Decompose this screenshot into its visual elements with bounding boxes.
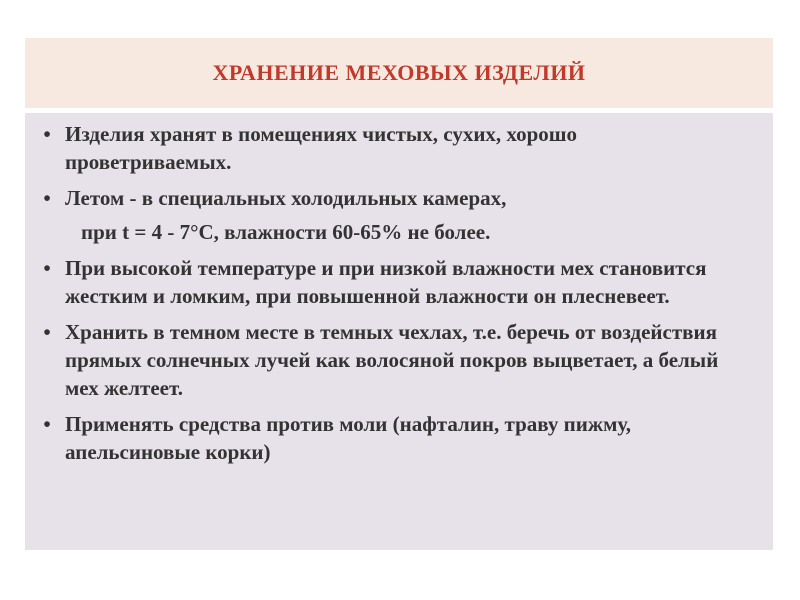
list-item-text: При высокой температуре и при низкой влажности мех становится жестким и ломким, при повышенной влажности он плесневеет. [65,256,707,308]
bullet-icon: • [43,186,51,210]
list-item-text: Применять средства против моли (нафталин, траву пижму, апельсиновые корки) [65,412,632,464]
title-bar [25,38,773,108]
list-item-text: Летом - в специальных холодильных камерах, [65,186,507,210]
page-title: ХРАНЕНИЕ МЕХОВЫХ ИЗДЕЛИЙ [212,60,586,85]
bullet-icon: • [43,256,51,280]
list-item-text: Изделия хранят в помещениях чистых, сухих, хорошо проветриваемых. [65,122,578,174]
list-item-continuation [40,218,733,246]
list-item [40,254,733,310]
list-item [40,410,733,466]
bullet-list [40,120,733,466]
list-item [40,184,733,212]
list-item-text: Хранить в темном месте в темных чехлах, т.е. беречь от воздействия прямых солнечных лучей как волосяной покров выцветает, а белый мех желтеет. [65,320,719,400]
bullet-icon: • [43,412,51,436]
list-item-text: при t = 4 - 7°С, влажности 60-65% не более. [81,220,491,244]
bullet-icon: • [43,320,51,344]
content-box [25,113,773,550]
bullet-icon: • [43,122,51,146]
list-item [40,120,733,176]
list-item [40,318,733,402]
